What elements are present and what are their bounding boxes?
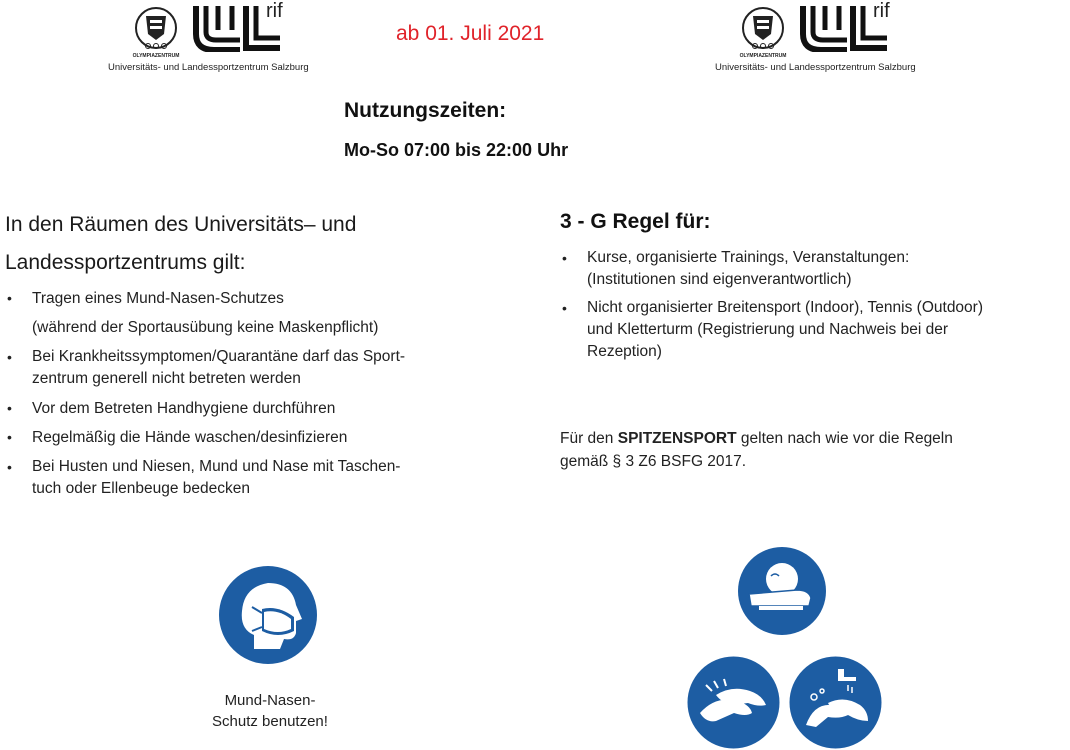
logo-rif-text: rif: [873, 0, 890, 22]
spitzensport-line2: gemäß § 3 Z6 BSFG 2017.: [560, 453, 747, 470]
list-item: [5, 346, 485, 390]
olympiazentrum-crest-icon: [735, 6, 791, 58]
left-rules-list: [5, 284, 485, 504]
list-item-line: (während der Sportausübung keine Maskenpflicht): [32, 319, 379, 336]
list-item: [5, 456, 485, 500]
list-item-line: • Vor dem Betreten Handhygiene durchführen: [32, 400, 336, 417]
list-item: [560, 247, 1060, 291]
opening-hours-text: Mo-So 07:00 bis 22:00 Uhr: [344, 140, 569, 160]
list-item: [5, 423, 485, 452]
opening-hours-title: Nutzungszeiten:: [344, 99, 507, 122]
list-item-line: • Bei Krankheitssymptomen/Quarantäne darf das Sport-: [32, 348, 406, 365]
logo-caption: Universitäts- und Landessportzentrum Salzburg: [108, 62, 309, 73]
list-item-line: und Kletterturm (Registrierung und Nachweis bei der: [587, 321, 948, 338]
list-item-line: • Bei Husten und Niesen, Mund und Nase mit Taschen-: [32, 458, 401, 475]
logo-rif-text: rif: [266, 0, 283, 22]
list-item: [5, 394, 485, 423]
crest-text: OLYMPIAZENTRUM: [132, 53, 180, 58]
logo-right: [715, 0, 915, 80]
list-item-line: • Kurse, organisierte Trainings, Veranstaltungen:: [587, 249, 910, 266]
valid-from-date: ab 01. Juli 2021: [396, 22, 545, 45]
left-title-line1: In den Räumen des Universitäts– und: [5, 213, 357, 236]
list-item: [560, 297, 1060, 363]
hand-washing-sign-icon: [788, 655, 883, 750]
logo-caption: Universitäts- und Landessportzentrum Salzburg: [715, 62, 916, 73]
list-item-line: (Institutionen sind eigenverantwortlich): [587, 271, 852, 288]
mask-caption-line1: Mund-Nasen-: [224, 692, 316, 709]
left-section-title: [5, 206, 475, 282]
spitzensport-suffix: gelten nach wie vor die Regeln: [736, 430, 953, 447]
3g-rules-list: [560, 247, 1060, 369]
list-item-line: Rezeption): [587, 343, 662, 360]
list-item: [5, 284, 485, 342]
list-item-line: • Tragen eines Mund-Nasen-Schutzes: [32, 290, 284, 307]
list-item-line: • Nicht organisierter Breitensport (Indoor), Tennis (Outdoor): [587, 299, 983, 316]
left-title-line2: Landessportzentrums gilt:: [5, 251, 246, 274]
list-item-line: • Regelmäßig die Hände waschen/desinfizieren: [32, 429, 348, 446]
spitzensport-bold: SPITZENSPORT: [617, 430, 737, 447]
spitzensport-prefix: Für den: [560, 430, 618, 447]
mask-sign-caption: [190, 690, 350, 732]
cough-elbow-sign-icon: [737, 546, 827, 636]
olympiazentrum-crest-icon: [128, 6, 184, 58]
spitzensport-note: [560, 427, 1060, 473]
crest-text: OLYMPIAZENTRUM: [739, 53, 787, 58]
face-mask-sign-icon: [218, 565, 318, 665]
hand-disinfection-sign-icon: [686, 655, 781, 750]
3g-rule-title: 3 - G Regel für:: [560, 210, 711, 233]
logo-left: [108, 0, 308, 80]
list-item-line: zentrum generell nicht betreten werden: [32, 370, 301, 387]
spitzensport-line1: [560, 427, 1060, 450]
mask-caption-line2: Schutz benutzen!: [212, 713, 328, 730]
list-item-line: tuch oder Ellenbeuge bedecken: [32, 480, 251, 497]
